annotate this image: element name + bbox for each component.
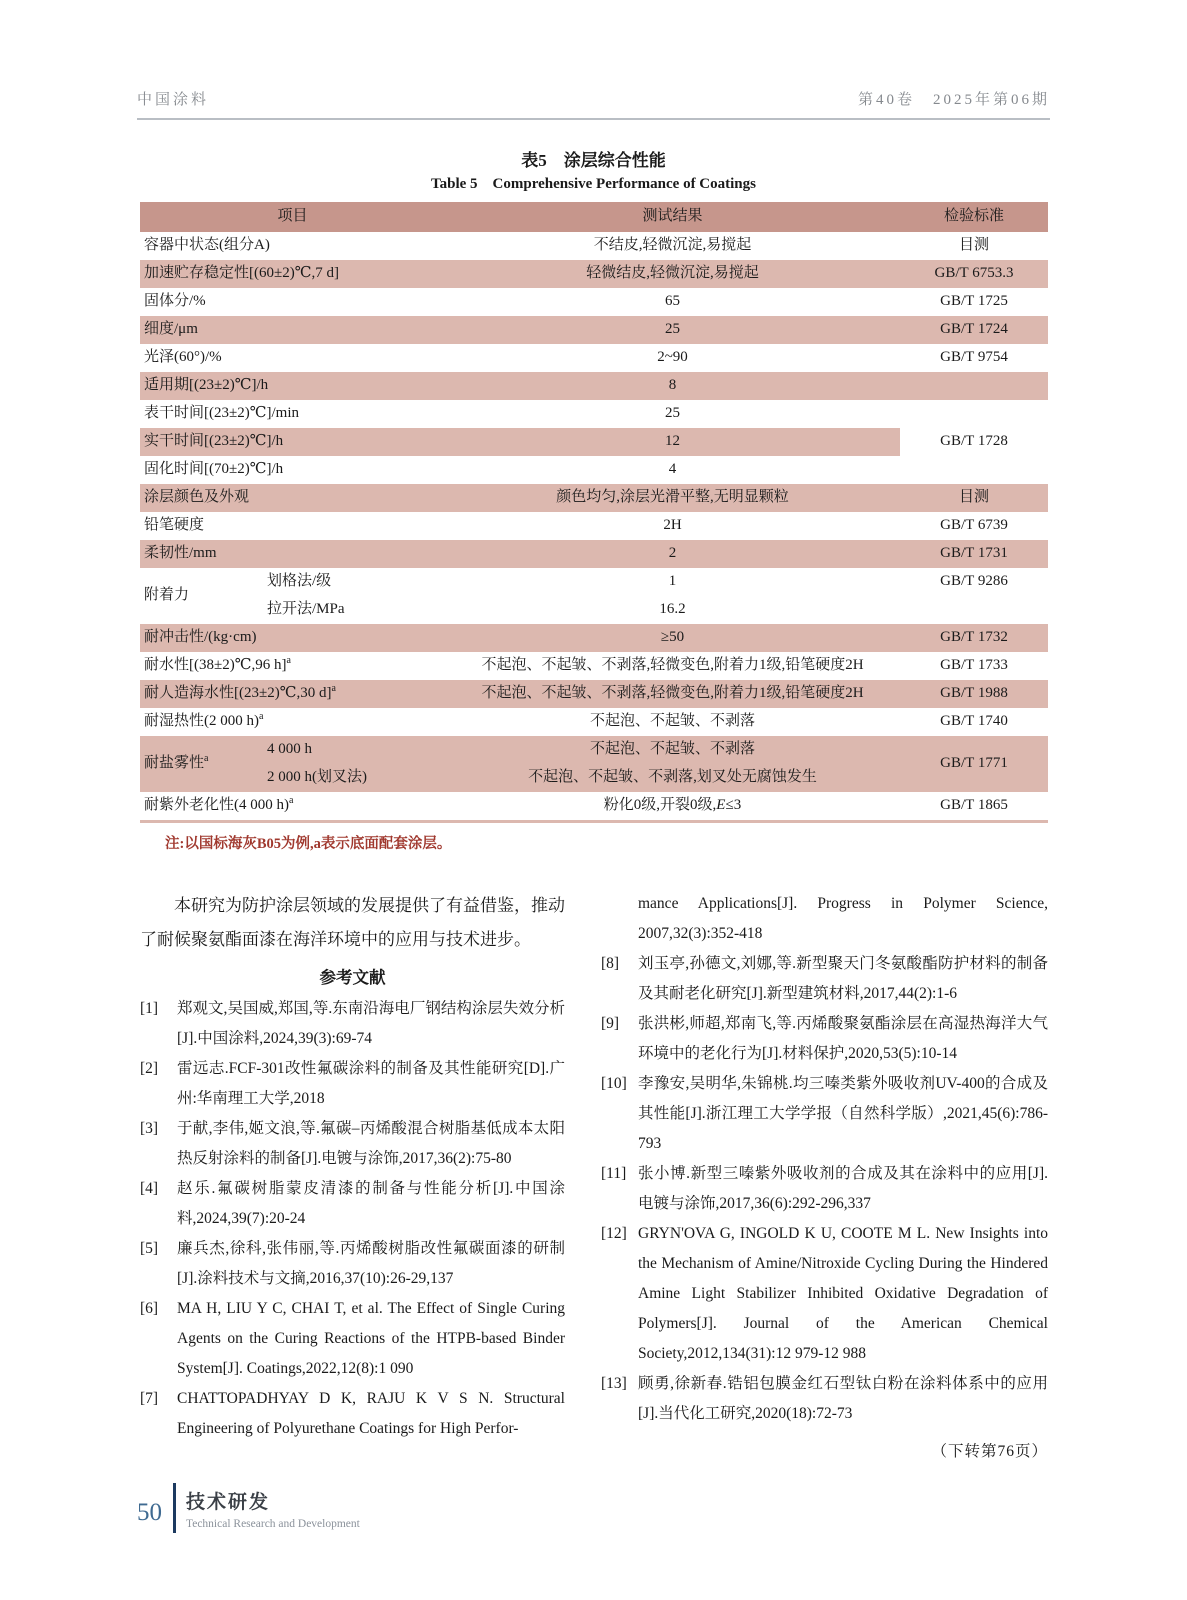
table-cell: 不起泡、不起皱、不剥落,轻微变色,附着力1级,铅笔硬度2H: [445, 652, 900, 680]
reference-item: [601, 1219, 1048, 1369]
reference-text: 廉兵杰,徐科,张伟丽,等.丙烯酸树脂改性氟碳面漆的研制[J].涂料技术与文摘,2016,37(10):26-29,137: [177, 1240, 565, 1287]
reference-item: [140, 1114, 565, 1174]
table-header-row: [140, 202, 1048, 232]
column-header: 检验标准: [900, 202, 1048, 232]
table-cell: 固化时间[(70±2)℃]/h: [140, 456, 445, 484]
reference-text: 李豫安,吴明华,朱锦桃.均三嗪类紫外吸收剂UV-400的合成及其性能[J].浙江理工大学学报（自然科学版）,2021,45(6):786-793: [638, 1075, 1048, 1152]
table-cell: GB/T 1728: [900, 400, 1048, 484]
table-cell: 柔韧性/mm: [140, 540, 445, 568]
reference-item: [140, 1384, 565, 1444]
table-cell: GB/T 1771: [900, 736, 1048, 792]
table-note: 注:以国标海灰B05为例,a表示底面配套涂层。: [165, 836, 452, 852]
reference-number: [11]: [601, 1165, 627, 1182]
reference-number: [2]: [140, 1060, 159, 1077]
table-cell: 附着力: [140, 568, 263, 624]
table-cell: [900, 372, 1048, 400]
reference-item: [601, 1069, 1048, 1159]
table-title-en: Table 5 Comprehensive Performance of Coatings: [431, 176, 756, 192]
table-row: [140, 568, 1048, 596]
reference-number: [4]: [140, 1180, 159, 1197]
table-cell: 涂层颜色及外观: [140, 484, 445, 512]
table-cell: 2 000 h(划叉法): [263, 764, 445, 792]
table-row: [140, 652, 1048, 680]
reference-number: [12]: [601, 1225, 627, 1242]
table-cell: 2~90: [445, 344, 900, 372]
reference-number: [13]: [601, 1375, 627, 1392]
reference-text: MA H, LIU Y C, CHAI T, et al. The Effect of Single Curing Agents on the Curing Reactions of the HTPB-based Binder System[J]. Coatings,2022,12(8):1 090: [177, 1300, 565, 1377]
reference-number: [5]: [140, 1240, 159, 1257]
table-row: [140, 512, 1048, 540]
table-row: [140, 540, 1048, 568]
column-header: 测试结果: [445, 202, 900, 232]
footer-divider: [173, 1483, 176, 1533]
table-cell: 耐盐雾性$^a$: [140, 736, 263, 792]
reference-text: 刘玉亭,孙德文,刘娜,等.新型聚天门冬氨酸酯防护材料的制备及其耐老化研究[J].新型建筑材料,2017,44(2):1-6: [638, 955, 1048, 1002]
table-cell: [900, 596, 1048, 624]
column-header: 项目: [140, 202, 445, 232]
table-cell: 1: [445, 568, 900, 596]
table-cell: 4: [445, 456, 900, 484]
table-cell: ≥50: [445, 624, 900, 652]
reference-item: [140, 1054, 565, 1114]
table-cell: 25: [445, 400, 900, 428]
table-cell: GB/T 1988: [900, 680, 1048, 708]
reference-item: [140, 994, 565, 1054]
table-cell: 16.2: [445, 596, 900, 624]
issue-info: 第40卷 2025年第06期: [857, 92, 1050, 108]
reference-item: [601, 949, 1048, 1009]
table-row: [140, 736, 1048, 764]
right-column: [601, 889, 1048, 1461]
reference-text: 张小博.新型三嗪紫外吸收剂的合成及其在涂料中的应用[J].电镀与涂饰,2017,36(6):292-296,337: [638, 1165, 1048, 1212]
table-row: [140, 596, 1048, 624]
table-cell: GB/T 6739: [900, 512, 1048, 540]
table-cell: GB/T 1732: [900, 624, 1048, 652]
reference-item: [140, 1174, 565, 1234]
table-row: [140, 624, 1048, 652]
journal-title: 中国涂料: [137, 92, 210, 108]
table-cell: 耐紫外老化性(4 000 h)$^a$: [140, 792, 445, 822]
table-cell: 8: [445, 372, 900, 400]
table-cell: 不起泡、不起皱、不剥落,划叉处无腐蚀发生: [445, 764, 900, 792]
table-cell: 细度/μm: [140, 316, 445, 344]
table-cell: GB/T 1865: [900, 792, 1048, 822]
table-cell: 加速贮存稳定性[(60±2)℃,7 d]: [140, 260, 445, 288]
table-row: [140, 708, 1048, 736]
table-cell: GB/T 1725: [900, 288, 1048, 316]
table-cell: 拉开法/MPa: [263, 596, 445, 624]
table-cell: GB/T 1731: [900, 540, 1048, 568]
table-cell: GB/T 9286: [900, 568, 1048, 596]
page-header: [137, 88, 1050, 120]
table-cell: 表干时间[(23±2)℃]/min: [140, 400, 445, 428]
section-title-en: Technical Research and Development: [186, 1517, 360, 1530]
table-cell: 颜色均匀,涂层光滑平整,无明显颗粒: [445, 484, 900, 512]
references-heading: 参考文献: [319, 968, 386, 987]
table-row: [140, 316, 1048, 344]
table-cell: 容器中状态(组分A): [140, 232, 445, 260]
table-row: [140, 400, 1048, 428]
reference-text: 张洪彬,师超,郑南飞,等.丙烯酸聚氨酯涂层在高湿热海洋大气环境中的老化行为[J].材料保护,2020,53(5):10-14: [638, 1015, 1048, 1062]
table-cell: GB/T 1733: [900, 652, 1048, 680]
table-cell: 耐冲击性/(kg·cm): [140, 624, 445, 652]
reference-number: [8]: [601, 955, 620, 972]
table-cell: 固体分/%: [140, 288, 445, 316]
table-cell: 4 000 h: [263, 736, 445, 764]
reference-text: 雷远志.FCF-301改性氟碳涂料的制备及其性能研究[D].广州:华南理工大学,2018: [177, 1060, 565, 1107]
content-area: [137, 88, 1050, 1461]
table-cell: 目测: [900, 484, 1048, 512]
reference-item: [140, 1294, 565, 1384]
table-cell: 2: [445, 540, 900, 568]
reference-item: [601, 1159, 1048, 1219]
reference-item: [601, 1009, 1048, 1069]
table-cell: 12: [445, 428, 900, 456]
table-row: [140, 484, 1048, 512]
content-columns: [140, 889, 1048, 1461]
table-cell: 耐人造海水性[(23±2)℃,30 d]$^a$: [140, 680, 445, 708]
table-cell: 目测: [900, 232, 1048, 260]
reference-text: 赵乐.氟碳树脂蒙皮清漆的制备与性能分析[J].中国涂料,2024,39(7):20-24: [177, 1180, 565, 1227]
table-row: [140, 372, 1048, 400]
page-number: 50: [137, 1499, 162, 1526]
table-cell: 实干时间[(23±2)℃]/h: [140, 428, 445, 456]
reference-text: 顾勇,徐新春.锆铝包膜金红石型钛白粉在涂料体系中的应用[J].当代化工研究,2020(18):72-73: [638, 1375, 1048, 1422]
table-title-zh: 表5 涂层综合性能: [521, 151, 666, 170]
reference-text: GRYN'OVA G, INGOLD K U, COOTE M L. New Insights into the Mechanism of Amine/Nitroxide Cycling During the Hindered Amine Light Stabilizer Inhibited Oxidative Degradation of Polymers[J]. Journal of the American Chemical Society,2012,134(31):12 979-12 988: [638, 1225, 1048, 1362]
table-cell: 不结皮,轻微沉淀,易搅起: [445, 232, 900, 260]
table-row: [140, 288, 1048, 316]
table-row: [140, 680, 1048, 708]
table-cell: 光泽(60°)/%: [140, 344, 445, 372]
reference-text: 于献,李伟,姬文浪,等.氟碳–丙烯酸混合树脂基低成本太阳热反射涂料的制备[J].电镀与涂饰,2017,36(2):75-80: [177, 1120, 565, 1167]
table-cell: 25: [445, 316, 900, 344]
table-row: [140, 232, 1048, 260]
table-cell: GB/T 6753.3: [900, 260, 1048, 288]
table-cell: GB/T 1724: [900, 316, 1048, 344]
page-footer: [137, 1483, 360, 1533]
table-cell: 不起泡、不起皱、不剥落,轻微变色,附着力1级,铅笔硬度2H: [445, 680, 900, 708]
table-cell: 耐湿热性(2 000 h)$^a$: [140, 708, 445, 736]
references-list-right: [601, 949, 1048, 1429]
references-list-left: [140, 994, 565, 1444]
left-column: [140, 889, 565, 1461]
closing-paragraph: 本研究为防护涂层领域的发展提供了有益借鉴，推动了耐候聚氨酯面漆在海洋环境中的应用与技术进步。: [140, 896, 565, 949]
reference-item: [601, 1369, 1048, 1429]
table-cell: 铅笔硬度: [140, 512, 445, 540]
table-cell: 不起泡、不起皱、不剥落: [445, 708, 900, 736]
reference-number: [3]: [140, 1120, 159, 1137]
table-cell: 65: [445, 288, 900, 316]
reference-text: CHATTOPADHYAY D K, RAJU K V S N. Structural Engineering of Polyurethane Coatings for High Perfor-: [177, 1390, 565, 1437]
table-row: [140, 260, 1048, 288]
table-cell: GB/T 1740: [900, 708, 1048, 736]
continued-note: （下转第76页）: [931, 1443, 1048, 1460]
reference-number: [9]: [601, 1015, 620, 1032]
table-cell: 不起泡、不起皱、不剥落: [445, 736, 900, 764]
reference-number: [1]: [140, 1000, 159, 1017]
table-cell: 2H: [445, 512, 900, 540]
table-cell: 粉化0级,开裂0级,E≤3: [445, 792, 900, 822]
footer-section: [186, 1483, 360, 1533]
reference-number: [6]: [140, 1300, 159, 1317]
table-row: [140, 792, 1048, 822]
table-cell: 划格法/级: [263, 568, 445, 596]
table-cell: 耐水性[(38±2)℃,96 h]$^a$: [140, 652, 445, 680]
reference-number: [7]: [140, 1390, 159, 1407]
reference-continuation: mance Applications[J]. Progress in Polymer Science, 2007,32(3):352-418: [638, 895, 1048, 942]
reference-number: [10]: [601, 1075, 627, 1092]
performance-table: [140, 202, 1048, 823]
table-cell: GB/T 9754: [900, 344, 1048, 372]
table-cell: 适用期[(23±2)℃]/h: [140, 372, 445, 400]
reference-text: 郑观文,吴国威,郑国,等.东南沿海电厂钢结构涂层失效分析[J].中国涂料,2024,39(3):69-74: [177, 1000, 565, 1047]
table-cell: 轻微结皮,轻微沉淀,易搅起: [445, 260, 900, 288]
reference-item: [140, 1234, 565, 1294]
table-row: [140, 344, 1048, 372]
section-title-zh: 技术研发: [186, 1491, 271, 1513]
